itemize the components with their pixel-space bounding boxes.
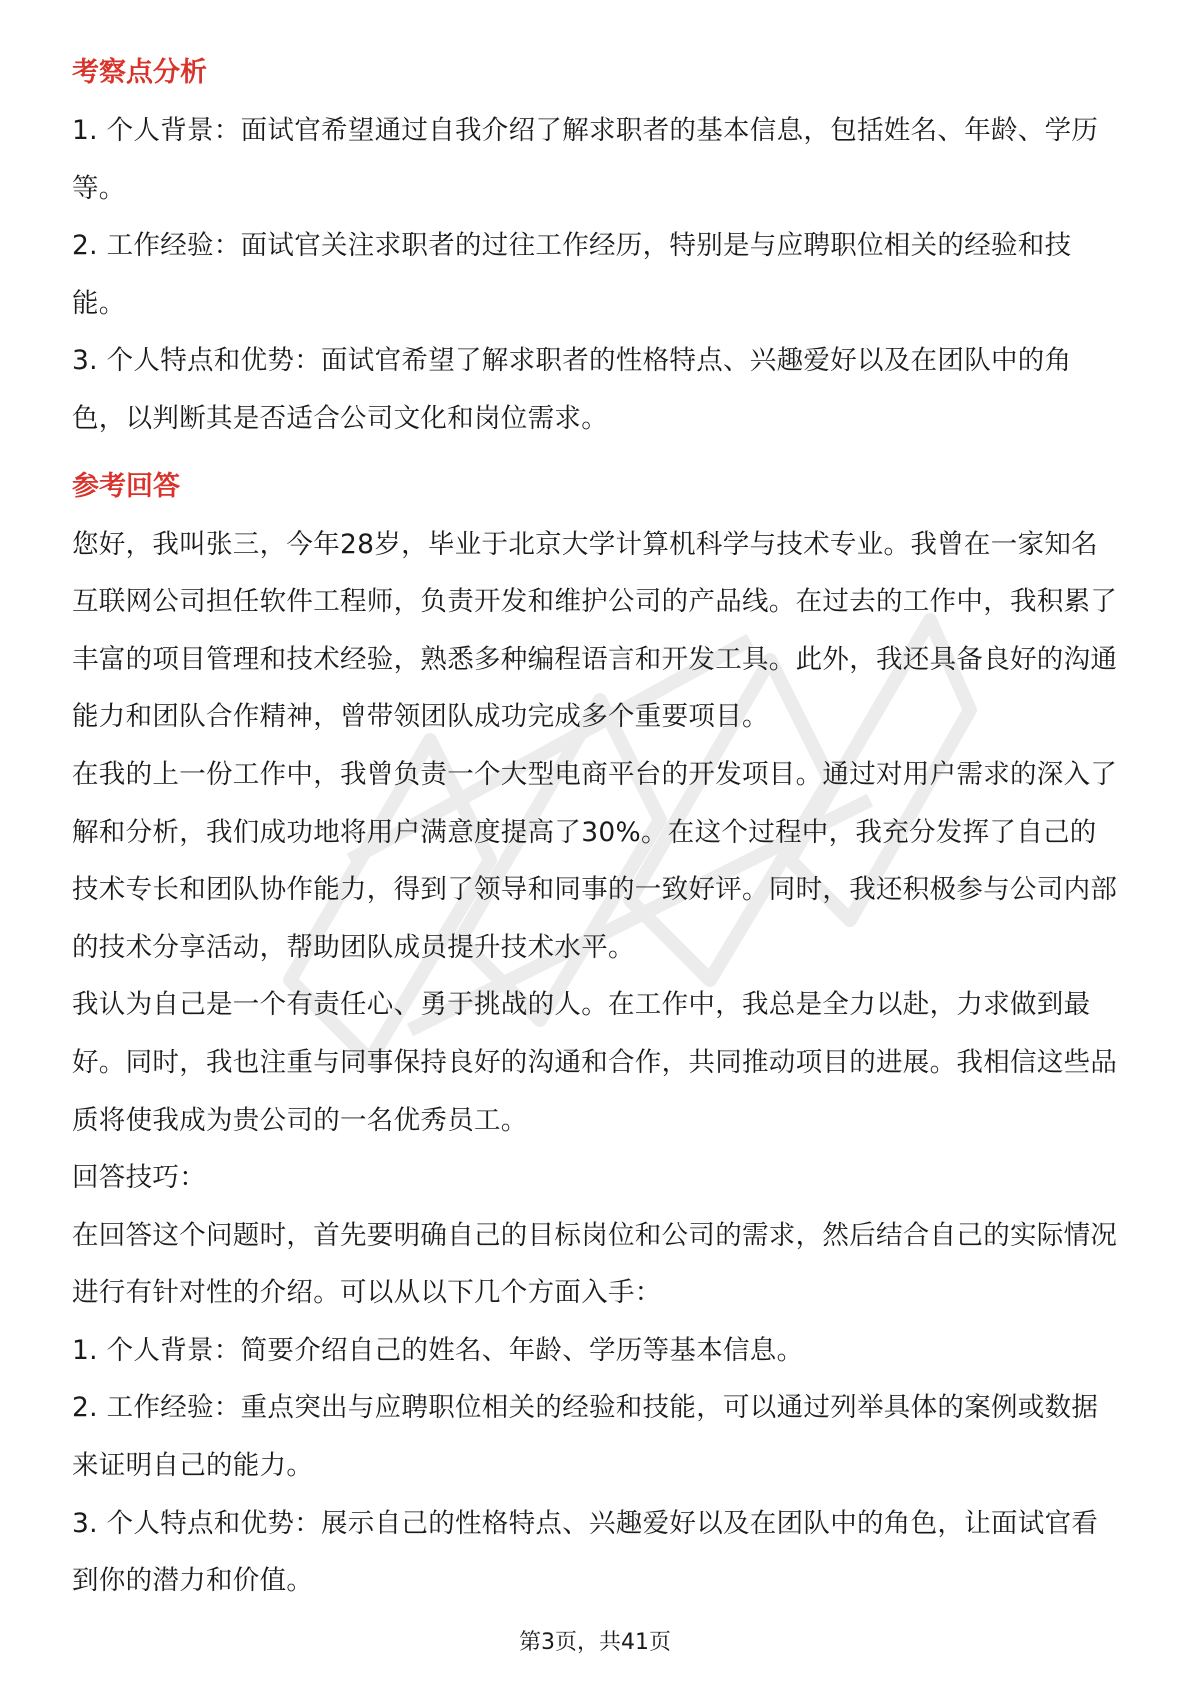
answer-paragraph: 在我的上一份工作中，我曾负责一个大型电商平台的开发项目。通过对用户需求的深入了解和分析，我们成功地将用户满意度提高了30%。在这个过程中，我充分发挥了自己的技术专长和团队协作能力，得到了领导和同事的一致好评。同时，我还积极参与公司内部的技术分享活动，帮助团队成员提升技术水平。 (72, 758, 1118, 963)
tips-item: 2. 工作经验：重点突出与应聘职位相关的经验和技能，可以通过列举具体的案例或数据来证明自己的能力。 (72, 1392, 1099, 1482)
page-number: 第3页，共41页 (519, 1630, 671, 1655)
analysis-item: 3. 个人特点和优势：面试官希望了解求职者的性格特点、兴趣爱好以及在团队中的角色，以判断其是否适合公司文化和岗位需求。 (72, 345, 1072, 434)
analysis-heading: 考察点分析 (72, 57, 207, 88)
answer-paragraph: 您好，我叫张三，今年28岁，毕业于北京大学计算机科学与技术专业。我曾在一家知名互联网公司担任软件工程师，负责开发和维护公司的产品线。在过去的工作中，我积累了丰富的项目管理和技术经验，熟悉多种编程语言和开发工具。此外，我还具备良好的沟通能力和团队合作精神，曾带领团队成功完成多个重要项目。 (72, 528, 1118, 733)
tips-item: 1. 个人背景：简要介绍自己的姓名、年龄、学历等基本信息。 (72, 1334, 804, 1366)
analysis-item: 1. 个人背景：面试官希望通过自我介绍了解求职者的基本信息，包括姓名、年龄、学历等。 (72, 115, 1099, 204)
analysis-item: 2. 工作经验：面试官关注求职者的过往工作经历，特别是与应聘职位相关的经验和技能。 (72, 230, 1072, 319)
tips-intro: 在回答这个问题时，首先要明确自己的目标岗位和公司的需求，然后结合自己的实际情况进行有针对性的介绍。可以从以下几个方面入手： (72, 1219, 1118, 1309)
tips-item: 3. 个人特点和优势：展示自己的性格特点、兴趣爱好以及在团队中的角色，让面试官看到你的潜力和价值。 (72, 1507, 1099, 1597)
answer-heading: 参考回答 (72, 470, 180, 502)
tips-label: 回答技巧： (72, 1162, 206, 1194)
document-page (72, 44, 1122, 1610)
answer-paragraph: 我认为自己是一个有责任心、勇于挑战的人。在工作中，我总是全力以赴，力求做到最好。同时，我也注重与同事保持良好的沟通和合作，共同推动项目的进展。我相信这些品质将使我成为贵公司的一名优秀员工。 (72, 989, 1118, 1136)
